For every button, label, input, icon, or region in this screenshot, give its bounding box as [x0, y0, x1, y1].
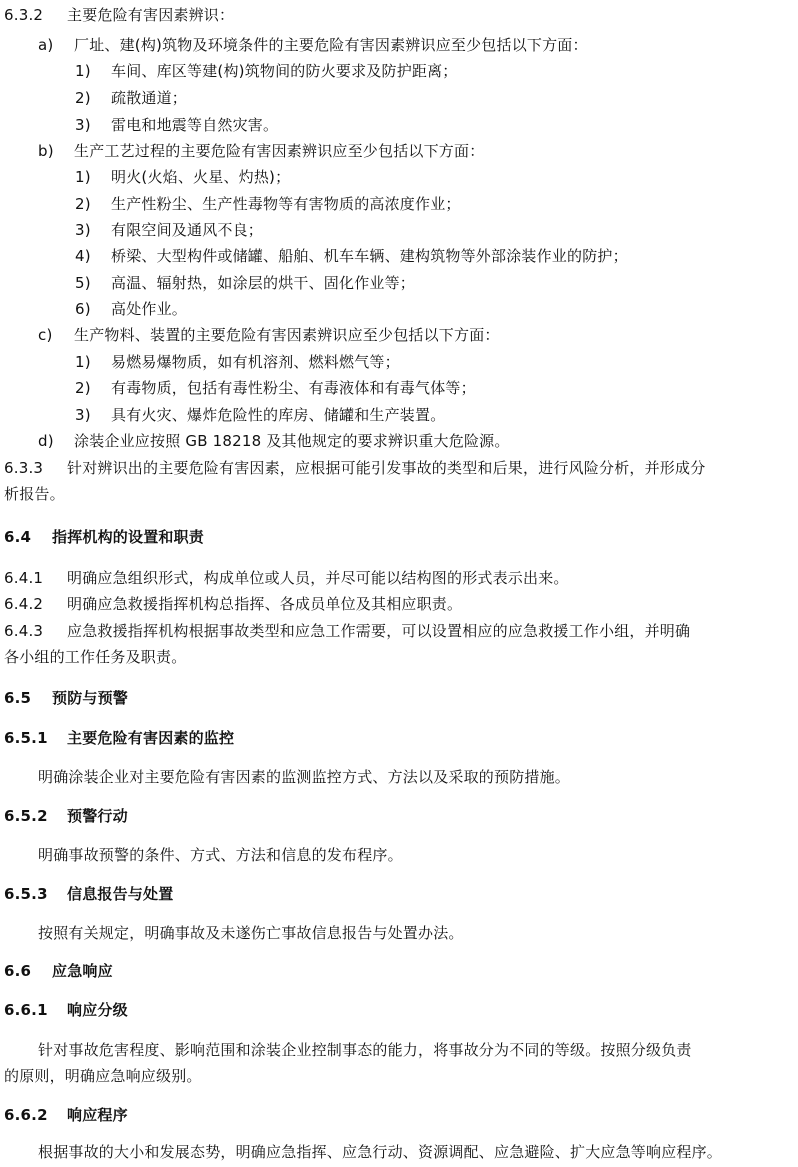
item-text: 生产物料、装置的主要危险有害因素辨识应至少包括以下方面： [74, 326, 500, 344]
clause-number: 6.6.1 [4, 1001, 48, 1019]
sub-item-text: 有毒物质，包括有毒性粉尘、有毒液体和有毒气体等； [111, 379, 476, 397]
item-b [38, 141, 484, 161]
clause-title: 响应程序 [67, 1106, 128, 1124]
clause-text: 明确涂装企业对主要危险有害因素的监测监控方式、方法以及采取的预防措施。 [38, 768, 571, 786]
sub-item-text: 明火(火焰、火星、灼热)； [111, 168, 291, 186]
sub-item-number: 2) [75, 379, 91, 397]
clause-6-5-1-body [38, 767, 570, 787]
section-title: 指挥机构的设置和职责 [52, 528, 205, 546]
clause-text: 针对辨识出的主要危险有害因素，应根据可能引发事故的类型和后果，进行风险分析，并形成分 [67, 459, 706, 477]
sub-item [75, 299, 187, 319]
clause-text: 析报告。 [4, 485, 65, 503]
clause-title: 主要危险有害因素的监控 [67, 729, 235, 747]
clause-6-3-2-heading [4, 5, 234, 25]
sub-item [75, 167, 290, 187]
clause-6-4-3 [4, 621, 690, 641]
section-6-5-heading [4, 688, 128, 708]
sub-item [75, 246, 628, 266]
clause-text: 明确应急组织形式，构成单位或人员，并尽可能以结构图的形式表示出来。 [67, 569, 569, 587]
clause-6-6-2-heading [4, 1105, 128, 1125]
clause-number: 6.5.2 [4, 807, 48, 825]
sub-item-number: 3) [75, 406, 91, 424]
clause-6-5-2-heading [4, 806, 128, 826]
clause-title: 主要危险有害因素辨识： [67, 6, 235, 24]
sub-item [75, 61, 458, 81]
clause-6-5-3-heading [4, 884, 173, 904]
clause-6-4-1 [4, 568, 569, 588]
sub-item [75, 115, 278, 135]
clause-number: 6.6.2 [4, 1106, 48, 1124]
item-label: d) [38, 432, 54, 450]
item-label: a) [38, 36, 54, 54]
clause-number: 6.5.1 [4, 729, 48, 747]
sub-item-text: 高处作业。 [111, 300, 188, 318]
clause-6-5-1-heading [4, 728, 234, 748]
item-d [38, 431, 510, 451]
clause-text: 明确应急救援指挥机构总指挥、各成员单位及其相应职责。 [67, 595, 463, 613]
section-number: 6.5 [4, 689, 32, 707]
sub-item [75, 378, 476, 398]
sub-item-number: 1) [75, 353, 91, 371]
sub-item [75, 405, 445, 425]
section-6-4-heading [4, 527, 204, 547]
clause-6-4-3-continued [4, 647, 186, 667]
sub-item-text: 高温、辐射热，如涂层的烘干、固化作业等； [111, 274, 416, 292]
clause-number: 6.5.3 [4, 885, 48, 903]
sub-item [75, 220, 263, 240]
section-title: 应急响应 [52, 962, 113, 980]
sub-item-number: 5) [75, 274, 91, 292]
sub-item [75, 273, 415, 293]
sub-item [75, 194, 461, 214]
clause-6-6-1-body [38, 1040, 692, 1060]
clause-6-3-3-continued [4, 484, 65, 504]
sub-item-number: 2) [75, 89, 91, 107]
clause-text: 按照有关规定，明确事故及未遂伤亡事故信息报告与处置办法。 [38, 924, 464, 942]
sub-item-text: 桥梁、大型构件或储罐、船舶、机车车辆、建构筑物等外部涂装作业的防护； [111, 247, 628, 265]
sub-item-text: 具有火灾、爆炸危险性的库房、储罐和生产装置。 [111, 406, 446, 424]
sub-item-number: 3) [75, 221, 91, 239]
sub-item-number: 1) [75, 168, 91, 186]
sub-item-text: 雷电和地震等自然灾害。 [111, 116, 279, 134]
sub-item-number: 2) [75, 195, 91, 213]
clause-number: 6.3.3 [4, 459, 44, 477]
clause-6-6-2-body [38, 1142, 722, 1162]
clause-text: 根据事故的大小和发展态势，明确应急指挥、应急行动、资源调配、应急避险、扩大应急等响应程序。 [38, 1143, 723, 1161]
sub-item-number: 4) [75, 247, 91, 265]
clause-title: 信息报告与处置 [67, 885, 174, 903]
sub-item-text: 车间、库区等建(构)筑物间的防火要求及防护距离； [111, 62, 458, 80]
section-number: 6.4 [4, 528, 32, 546]
clause-text: 各小组的工作任务及职责。 [4, 648, 187, 666]
section-number: 6.6 [4, 962, 32, 980]
item-text: 涂装企业应按照 GB 18218 及其他规定的要求辨识重大危险源。 [74, 432, 510, 450]
clause-number: 6.4.1 [4, 569, 44, 587]
clause-text: 针对事故危害程度、影响范围和涂装企业控制事态的能力，将事故分为不同的等级。按照分级负责 [38, 1041, 692, 1059]
clause-title: 预警行动 [67, 807, 128, 825]
item-a [38, 35, 588, 55]
sub-item-text: 疏散通道； [111, 89, 188, 107]
clause-6-4-2 [4, 594, 462, 614]
item-label: c) [38, 326, 53, 344]
sub-item-number: 3) [75, 116, 91, 134]
section-6-6-heading [4, 961, 113, 981]
item-text: 厂址、建(构)筑物及环境条件的主要危险有害因素辨识应至少包括以下方面： [74, 36, 588, 54]
clause-text: 的原则，明确应急响应级别。 [4, 1067, 202, 1085]
clause-number: 6.4.3 [4, 622, 44, 640]
item-label: b) [38, 142, 54, 160]
clause-6-6-1-body-continued [4, 1066, 202, 1086]
clause-6-5-2-body [38, 845, 403, 865]
sub-item-text: 生产性粉尘、生产性毒物等有害物质的高浓度作业； [111, 195, 461, 213]
sub-item [75, 88, 187, 108]
sub-item [75, 352, 400, 372]
sub-item-text: 有限空间及通风不良； [111, 221, 264, 239]
sub-item-number: 6) [75, 300, 91, 318]
clause-text: 应急救援指挥机构根据事故类型和应急工作需要，可以设置相应的应急救援工作小组，并明确 [67, 622, 691, 640]
clause-text: 明确事故预警的条件、方式、方法和信息的发布程序。 [38, 846, 403, 864]
sub-item-number: 1) [75, 62, 91, 80]
clause-title: 响应分级 [67, 1001, 128, 1019]
clause-6-6-1-heading [4, 1000, 128, 1020]
item-text: 生产工艺过程的主要危险有害因素辨识应至少包括以下方面： [74, 142, 485, 160]
clause-6-5-3-body [38, 923, 464, 943]
sub-item-text: 易燃易爆物质，如有机溶剂、燃料燃气等； [111, 353, 400, 371]
section-title: 预防与预警 [52, 689, 129, 707]
item-c [38, 325, 500, 345]
clause-number: 6.3.2 [4, 6, 44, 24]
clause-6-3-3 [4, 458, 705, 478]
clause-number: 6.4.2 [4, 595, 44, 613]
